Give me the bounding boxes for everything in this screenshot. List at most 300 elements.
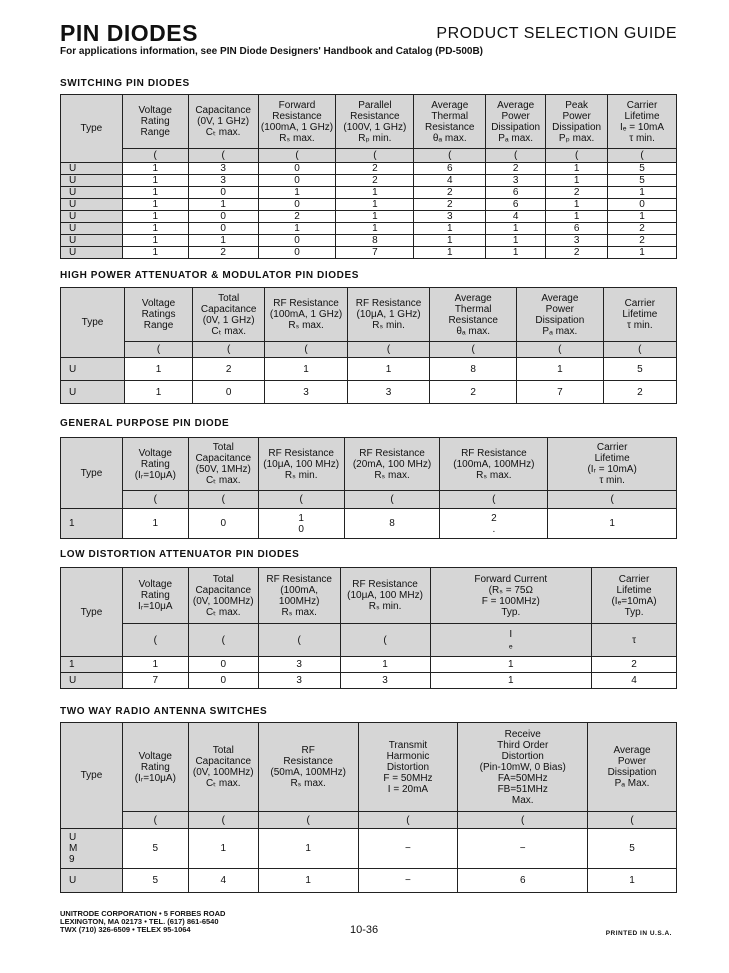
cell-line: (: [221, 634, 225, 646]
cell-line: 3: [296, 675, 302, 686]
company-address: [60, 910, 225, 934]
spec-value: [608, 199, 677, 211]
cell-line: I = 20mA: [387, 783, 429, 795]
column-header: [430, 568, 592, 624]
spec-value: [265, 358, 348, 381]
cell-line: Ratings: [141, 309, 176, 320]
low-distortion-section-title: LOW DISTORTION ATTENUATOR PIN DIODES: [60, 549, 300, 560]
column-header: [61, 95, 123, 163]
two-way-table: [60, 722, 677, 893]
spec-value: [414, 235, 486, 247]
column-header: [344, 438, 440, 491]
cell-line: Carrier: [624, 298, 656, 309]
table-row: [61, 175, 677, 187]
cell-line: Dissipation: [552, 121, 602, 133]
cell-line: (: [153, 494, 157, 505]
column-header: [340, 568, 430, 624]
cell-line: (100mA, 100MHz): [453, 458, 535, 470]
cell-line: 2: [512, 163, 519, 174]
cell-line: 1: [152, 211, 158, 222]
unit-cell: [340, 624, 430, 657]
cell-line: Lifetime: [616, 584, 652, 596]
cell-line: Voltage: [138, 750, 172, 762]
spec-value: [122, 869, 188, 893]
cell-line: 1: [303, 363, 309, 375]
cell-line: 2: [573, 187, 580, 198]
column-header: [188, 95, 258, 149]
cell-line: Resistance: [283, 756, 333, 767]
cell-line: 1: [69, 659, 75, 670]
cell-line: 1: [573, 199, 580, 210]
spec-value: [122, 163, 188, 175]
cell-line: Capacitance: [195, 453, 252, 464]
cell-line: 0: [294, 199, 300, 210]
spec-value: [188, 163, 258, 175]
spec-value: [414, 175, 486, 187]
cell-line: 1: [372, 187, 378, 198]
cell-line: 6: [519, 875, 526, 886]
spec-value: [188, 235, 258, 247]
cell-line: FA=50MHz: [497, 772, 548, 784]
spec-value: [608, 163, 677, 175]
cell-line: 4: [446, 175, 453, 186]
cell-line: Resistance: [448, 314, 498, 326]
cell-line: Type: [80, 123, 103, 134]
cell-line: Typ.: [624, 606, 644, 618]
cell-line: RF Resistance: [273, 298, 339, 309]
cell-line: 1: [573, 163, 580, 174]
spec-value: [188, 247, 258, 259]
spec-value: [358, 869, 458, 893]
table-row: [61, 869, 677, 893]
spec-value: [258, 187, 336, 199]
unit-cell: [344, 491, 440, 509]
cell-line: (100V, 1 GHz): [343, 121, 407, 133]
cell-line: Rₛ min.: [372, 320, 405, 331]
spec-value: [430, 673, 592, 689]
cell-line: 0: [294, 235, 300, 246]
cell-line: U: [69, 386, 77, 398]
cell-line: Range: [140, 127, 170, 138]
cell-line: 1: [152, 518, 159, 529]
column-header: [188, 568, 258, 624]
cell-line: Resistance: [350, 110, 400, 122]
cell-line: 1: [446, 223, 453, 234]
cell-line: −: [405, 843, 411, 854]
column-header: [414, 95, 486, 149]
cell-line: 2: [446, 187, 453, 198]
cell-line: Total: [218, 292, 240, 304]
page-number: 10-36: [350, 924, 379, 936]
spec-value: [486, 223, 546, 235]
cell-line: Cₜ max.: [205, 475, 241, 486]
address-line-2: LEXINGTON, MA 02173 • TEL. (617) 861-6540: [60, 917, 219, 926]
unit-cell: [122, 149, 188, 163]
spec-value: [258, 829, 358, 869]
spec-value: [258, 247, 336, 259]
cell-line: 1: [220, 199, 226, 210]
cell-line: (50mA, 100MHz): [270, 767, 346, 778]
cell-line: (: [153, 150, 157, 161]
column-header: [193, 288, 265, 342]
cell-line: 1: [220, 235, 226, 246]
column-header: [548, 438, 677, 491]
cell-line: 3: [573, 235, 580, 246]
spec-value: [546, 235, 608, 247]
cell-line: 4: [512, 211, 519, 222]
cell-line: 1: [639, 187, 645, 198]
cell-line: 0: [294, 163, 300, 174]
spec-value: [517, 381, 604, 404]
spec-value: [336, 223, 414, 235]
table-row: [61, 829, 677, 869]
spec-value: [265, 381, 348, 404]
cell-line: Voltage: [138, 579, 173, 590]
cell-line: Average: [613, 745, 651, 756]
cell-line: (Iₑ=10mA): [611, 595, 657, 607]
cell-line: θₐ max.: [456, 325, 491, 337]
cell-line: Average: [497, 99, 535, 111]
cell-line: Peak: [565, 99, 589, 111]
unit-cell: [258, 491, 344, 509]
cell-line: Type: [80, 770, 103, 781]
unit-cell: [258, 812, 358, 829]
cell-line: 1: [152, 659, 159, 670]
unit-cell: [440, 491, 548, 509]
spec-value: [258, 211, 336, 223]
spec-value: [336, 187, 414, 199]
part-number: [61, 163, 123, 175]
cell-line: 2: [573, 247, 580, 258]
cell-line: Lifetime: [624, 110, 660, 122]
cell-line: Type: [81, 317, 104, 328]
unit-cell: [588, 812, 677, 829]
spec-value: [193, 358, 265, 381]
cell-line: 6: [512, 199, 519, 210]
cell-line: Carrier: [618, 573, 650, 585]
spec-value: [430, 381, 517, 404]
general-table: [60, 437, 677, 539]
cell-line: Cₜ max.: [205, 127, 241, 138]
cell-line: Rating: [140, 116, 170, 127]
column-header: [188, 723, 258, 812]
cell-line: F = 50MHz: [383, 772, 433, 784]
cell-line: 7: [557, 386, 563, 398]
spec-value: [122, 235, 188, 247]
cell-line: 0: [294, 247, 300, 258]
cell-line: U: [69, 235, 77, 246]
column-header: [458, 723, 588, 812]
spec-value: [608, 175, 677, 187]
spec-value: [458, 829, 588, 869]
cell-line: Total: [212, 442, 234, 453]
cell-line: Pₐ max.: [498, 132, 534, 144]
spec-value: [592, 657, 677, 673]
page-subtitle: For applications information, see PIN Diode Designers' Handbook and Catalog (PD-500B): [60, 46, 483, 57]
cell-line: Cₜ max.: [205, 778, 241, 789]
cell-line: 6: [573, 223, 580, 234]
part-number: [61, 869, 123, 893]
cell-line: (100mA, 1 GHz): [260, 121, 334, 133]
cell-line: ₑ: [508, 640, 513, 651]
spec-value: [608, 235, 677, 247]
cell-line: (10μA, 100 MHz): [347, 590, 423, 601]
address-line-1: UNITRODE CORPORATION • 5 FORBES ROAD: [60, 909, 226, 918]
cell-line: 5: [637, 363, 643, 375]
unit-cell: [122, 812, 188, 829]
cell-line: (Iᵣ = 10mA): [587, 464, 637, 475]
spec-value: [124, 358, 192, 381]
spec-value: [336, 235, 414, 247]
spec-value: [546, 175, 608, 187]
cell-line: Rating: [140, 761, 170, 773]
spec-value: [608, 211, 677, 223]
cell-line: Distortion: [501, 750, 544, 762]
cell-line: (: [574, 150, 579, 161]
part-number: [61, 657, 123, 673]
cell-line: (: [471, 344, 475, 355]
spec-value: [336, 199, 414, 211]
units-row: [61, 491, 677, 509]
cell-line: 3: [220, 163, 226, 174]
table-row: [61, 187, 677, 199]
unit-cell: [486, 149, 546, 163]
spec-value: [347, 358, 430, 381]
cell-line: (: [221, 150, 225, 161]
column-header: [122, 438, 188, 491]
cell-line: 3: [296, 659, 302, 670]
cell-line: (100mA, 100MHz): [278, 584, 320, 607]
cell-line: Lifetime: [622, 309, 658, 320]
cell-line: (: [386, 344, 391, 355]
part-number: [61, 223, 123, 235]
column-header: [188, 438, 258, 491]
cell-line: (: [297, 634, 301, 646]
cell-line: (: [383, 634, 387, 646]
cell-line: 1: [152, 175, 158, 186]
cell-line: (: [153, 814, 157, 826]
cell-line: (: [638, 344, 642, 355]
unit-cell: [592, 624, 677, 657]
cell-line: Capacitance: [200, 303, 257, 315]
cell-line: 1: [639, 211, 645, 222]
cell-line: Type: [80, 467, 103, 479]
part-number: [61, 211, 123, 223]
cell-line: (: [513, 150, 518, 161]
cell-line: 2: [372, 163, 378, 174]
cell-line: Rating: [140, 590, 170, 601]
cell-line: 8: [372, 235, 378, 246]
spec-value: [122, 657, 188, 673]
units-row: [61, 812, 677, 829]
cell-line: 1: [446, 235, 453, 246]
spec-value: [592, 673, 677, 689]
cell-line: 1: [609, 518, 615, 529]
cell-line: Pₐ Max.: [614, 778, 650, 789]
cell-line: 0: [220, 518, 227, 529]
units-row: [61, 149, 677, 163]
column-header: [122, 95, 188, 149]
spec-value: [122, 187, 188, 199]
spec-value: [122, 199, 188, 211]
cell-line: 1: [446, 247, 453, 258]
cell-line: 0: [220, 187, 226, 198]
cell-line: Harmonic: [386, 750, 430, 762]
unit-cell: [258, 624, 340, 657]
cell-line: Voltage: [141, 298, 176, 309]
spec-value: [608, 247, 677, 259]
cell-line: U: [69, 211, 77, 222]
column-header: [61, 568, 123, 657]
cell-line: 1: [298, 512, 304, 524]
cell-line: Average: [454, 292, 492, 304]
cell-line: (0V, 100MHz): [192, 767, 254, 778]
cell-line: 8: [470, 363, 476, 375]
cell-line: 1: [155, 363, 162, 375]
cell-line: 9: [69, 854, 75, 865]
cell-line: (10μA, 1 GHz): [356, 309, 421, 320]
cell-line: U: [69, 199, 77, 210]
cell-line: 1: [152, 163, 158, 174]
cell-line: Typ.: [501, 606, 521, 618]
cell-line: 6: [446, 163, 453, 174]
cell-line: 0: [220, 211, 226, 222]
cell-line: 1: [220, 843, 227, 854]
cell-line: 2: [639, 223, 645, 234]
cell-line: Rₛ max.: [281, 606, 317, 618]
cell-line: 5: [152, 875, 159, 886]
unit-cell: [188, 624, 258, 657]
spec-value: [517, 358, 604, 381]
cell-line: Max.: [511, 794, 534, 806]
cell-line: Carrier: [596, 442, 628, 453]
column-header: [61, 288, 125, 358]
column-header: [347, 288, 430, 342]
cell-line: Carrier: [626, 99, 658, 111]
cell-line: 6: [512, 187, 519, 198]
unit-cell: [188, 491, 258, 509]
cell-line: (20mA, 100 MHz): [352, 458, 432, 470]
cell-line: (50V, 1MHz): [195, 464, 251, 475]
spec-value: [188, 673, 258, 689]
spec-value: [414, 247, 486, 259]
cell-line: Total: [212, 745, 234, 756]
part-number: [61, 673, 123, 689]
cell-line: (: [295, 150, 299, 161]
cell-line: Receive: [504, 728, 541, 740]
cell-line: 2: [220, 247, 226, 258]
spec-value: [458, 869, 588, 893]
cell-line: 1: [152, 199, 158, 210]
cell-line: Forward Current: [474, 573, 548, 585]
spec-value: [122, 247, 188, 259]
cell-line: M: [69, 843, 78, 854]
cell-line: RF Resistance: [268, 447, 334, 459]
cell-line: (: [227, 344, 231, 355]
part-number: [61, 381, 125, 404]
header-row: [61, 438, 677, 491]
spec-value: [122, 223, 188, 235]
cell-line: 1: [152, 247, 158, 258]
cell-line: Dissipation: [491, 121, 541, 133]
column-header: [258, 723, 358, 812]
unit-cell: [193, 342, 265, 358]
cell-line: Rₛ max.: [374, 469, 410, 481]
cell-line: Pₚ max.: [558, 132, 595, 144]
spec-value: [608, 223, 677, 235]
cell-line: (0V, 1 GHz): [197, 116, 250, 127]
two-way-section-title: TWO WAY RADIO ANTENNA SWITCHES: [60, 706, 268, 717]
unit-cell: [188, 812, 258, 829]
spec-value: [258, 163, 336, 175]
cell-line: Range: [143, 320, 174, 331]
spec-value: [188, 869, 258, 893]
spec-value: [188, 223, 258, 235]
cell-line: Resistance: [272, 110, 322, 122]
header-row: [61, 723, 677, 812]
cell-line: 5: [639, 163, 645, 174]
spec-value: [258, 199, 336, 211]
table-row: [61, 673, 677, 689]
unit-cell: [546, 149, 608, 163]
cell-line: U: [69, 363, 77, 375]
cell-line: (0V, 100MHz): [192, 595, 254, 607]
column-header: [603, 288, 676, 342]
cell-line: 1: [372, 223, 378, 234]
cell-line: τ min.: [627, 320, 653, 331]
unit-cell: [414, 149, 486, 163]
cell-line: 2: [639, 235, 645, 246]
cell-line: RF: [301, 745, 315, 756]
cell-line: 1: [508, 659, 514, 670]
cell-line: 1: [294, 223, 300, 234]
cell-line: Rₛ min.: [284, 469, 318, 481]
cell-line: U: [69, 832, 77, 843]
cell-line: 1: [512, 247, 519, 258]
cell-line: Parallel: [358, 99, 392, 111]
table-row: [61, 509, 677, 539]
cell-line: 5: [639, 175, 645, 186]
spec-value: [122, 211, 188, 223]
cell-line: 1: [305, 843, 311, 854]
cell-line: 7: [152, 675, 159, 686]
spec-value: [430, 358, 517, 381]
cell-line: Cₜ max.: [205, 606, 241, 618]
spec-value: [258, 175, 336, 187]
unit-cell: [188, 149, 258, 163]
spec-value: [548, 509, 677, 539]
cell-line: Rₛ max.: [476, 469, 512, 481]
cell-line: Power: [545, 303, 575, 315]
cell-line: 4: [220, 875, 227, 886]
cell-line: 1: [152, 235, 158, 246]
spec-value: [414, 199, 486, 211]
table-row: [61, 381, 677, 404]
cell-line: 4: [631, 675, 637, 686]
cell-line: 2: [470, 386, 476, 398]
spec-value: [336, 175, 414, 187]
cell-line: 1: [155, 386, 162, 398]
cell-line: 1: [305, 875, 311, 886]
column-header: [258, 95, 336, 149]
cell-line: 1: [152, 187, 158, 198]
spec-value: [486, 211, 546, 223]
cell-line: U: [69, 247, 77, 258]
unit-cell: [358, 812, 458, 829]
table-row: [61, 211, 677, 223]
column-header: [546, 95, 608, 149]
spec-value: [414, 223, 486, 235]
